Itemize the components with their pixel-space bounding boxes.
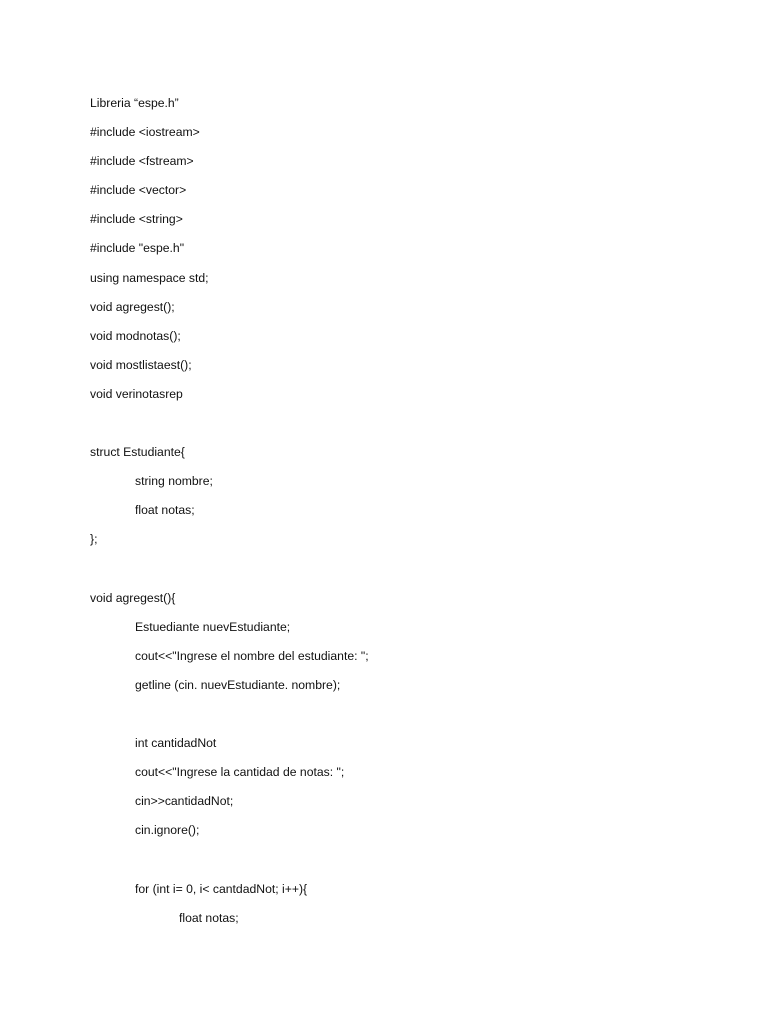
code-line: cout<<"Ingrese la cantidad de notas: ";: [135, 765, 345, 780]
code-line: void agregest();: [90, 299, 175, 314]
code-line: float notas;: [135, 503, 195, 518]
blank-line: [90, 555, 710, 584]
code-line: cin>>cantidadNot;: [135, 794, 234, 809]
code-line: #include <vector>: [90, 183, 187, 198]
code-line: #include <iostream>: [90, 125, 200, 140]
code-line: cout<<"Ingrese el nombre del estudiante: ";: [135, 648, 369, 663]
blank-line: [90, 845, 710, 874]
code-line: int cantidadNot: [135, 736, 217, 751]
code-line: #include "espe.h": [90, 241, 185, 256]
code-line: void mostlistaest();: [90, 357, 192, 372]
code-line: using namespace std;: [90, 270, 209, 285]
code-line: #include <fstream>: [90, 154, 194, 169]
code-line: Libreria “espe.h”: [90, 96, 179, 110]
code-line: void modnotas();: [90, 328, 181, 343]
code-line: cin.ignore();: [135, 823, 200, 838]
code-line: #include <string>: [90, 212, 183, 227]
code-line: string nombre;: [135, 474, 213, 489]
blank-line: [90, 409, 710, 438]
code-line: struct Estudiante{: [90, 445, 185, 460]
blank-line: [90, 700, 710, 729]
code-line: void agregest(){: [90, 590, 176, 605]
code-line: void verinotasrep: [90, 386, 183, 401]
code-listing: [90, 89, 710, 933]
code-line: getline (cin. nuevEstudiante. nombre);: [135, 677, 341, 692]
code-line: float notas;: [179, 910, 239, 925]
code-line: for (int i= 0, i< cantdadNot; i++){: [135, 881, 308, 896]
code-line: Estuediante nuevEstudiante;: [135, 619, 291, 634]
code-line: };: [90, 532, 98, 547]
